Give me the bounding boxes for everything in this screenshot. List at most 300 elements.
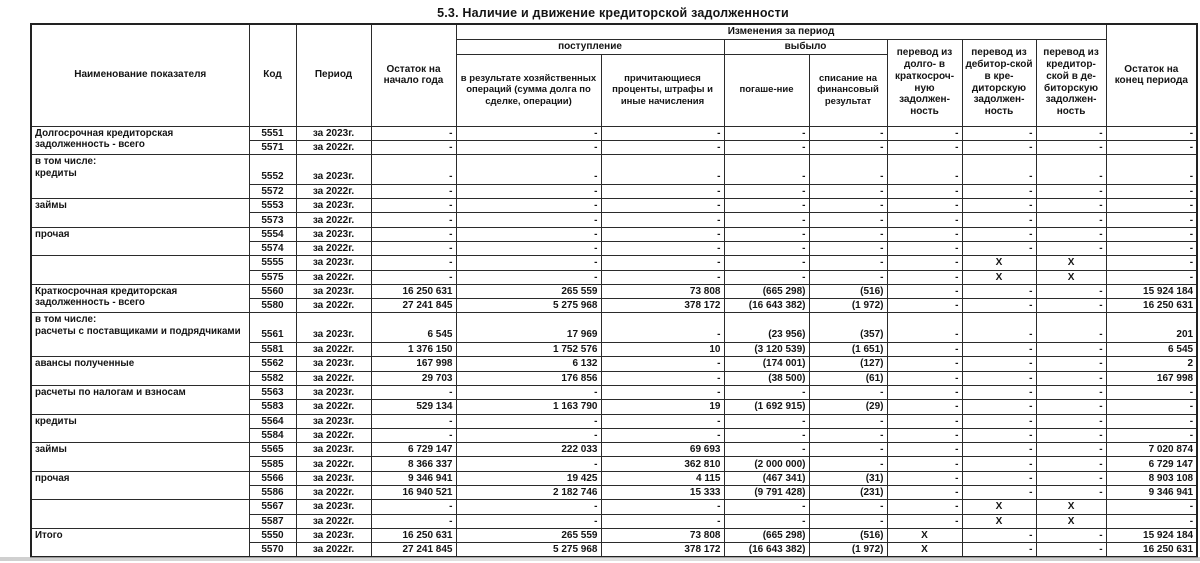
cell-transfer-long-short: - <box>887 199 962 213</box>
cell-transfer-receivable: - <box>962 213 1036 227</box>
cell-balance-end: - <box>1106 400 1197 414</box>
row-period: за 2023г. <box>296 471 371 485</box>
cell-balance-end: 9 346 941 <box>1106 486 1197 500</box>
cell-repayment: (16 643 382) <box>724 543 809 557</box>
cell-incoming-ops: - <box>456 241 601 255</box>
cell-incoming-interest: 362 810 <box>601 457 724 471</box>
row-name-text: Краткосрочная кредиторская задолженность - всего <box>35 285 178 309</box>
cell-transfer-long-short: - <box>887 256 962 270</box>
cell-repayment: - <box>724 270 809 284</box>
cell-incoming-interest: - <box>601 371 724 385</box>
cell-balance-end: - <box>1106 155 1197 185</box>
cell-balance-start: 27 241 845 <box>371 299 456 313</box>
cell-transfer-receivable: - <box>962 457 1036 471</box>
row-period: за 2022г. <box>296 457 371 471</box>
col-header-code: Код <box>249 24 296 126</box>
cell-transfer-long-short: - <box>887 414 962 428</box>
cell-incoming-ops: - <box>456 199 601 213</box>
row-code: 5553 <box>249 199 296 213</box>
table-row <box>31 199 1197 213</box>
cell-transfer-long-short: - <box>887 371 962 385</box>
cell-repayment: (665 298) <box>724 528 809 542</box>
row-name-text: прочая <box>35 228 70 240</box>
cell-balance-start: - <box>371 155 456 185</box>
col-header-incoming-ops: в результате хозяйственных операций (сумма долга по сделке, операции) <box>456 54 601 126</box>
row-code: 5564 <box>249 414 296 428</box>
cell-transfer-payable: - <box>1036 543 1106 557</box>
cell-balance-start: - <box>371 514 456 528</box>
row-period: за 2023г. <box>296 199 371 213</box>
cell-balance-start: 1 376 150 <box>371 343 456 357</box>
cell-writeoff: - <box>809 184 887 198</box>
cell-transfer-receivable: - <box>962 428 1036 442</box>
row-name-text: расчеты по налогам и взносам <box>35 386 186 398</box>
col-header-name: Наименование показателя <box>31 24 249 126</box>
cell-incoming-interest: - <box>601 140 724 154</box>
cell-incoming-ops: 5 275 968 <box>456 299 601 313</box>
row-period: за 2022г. <box>296 486 371 500</box>
row-name <box>31 443 249 472</box>
row-period: за 2023г. <box>296 528 371 542</box>
cell-transfer-payable: - <box>1036 414 1106 428</box>
cell-transfer-receivable: - <box>962 299 1036 313</box>
cell-incoming-interest: 4 115 <box>601 471 724 485</box>
cell-incoming-interest: - <box>601 500 724 514</box>
cell-transfer-long-short: - <box>887 457 962 471</box>
row-period: за 2023г. <box>296 256 371 270</box>
cell-transfer-receivable: - <box>962 471 1036 485</box>
cell-balance-end: - <box>1106 184 1197 198</box>
cell-repayment: (3 120 539) <box>724 343 809 357</box>
cell-repayment: - <box>724 155 809 185</box>
cell-repayment: - <box>724 126 809 140</box>
row-name-prefix: в том числе: <box>35 314 97 326</box>
cell-incoming-ops: - <box>456 385 601 399</box>
cell-transfer-receivable: - <box>962 443 1036 457</box>
cell-incoming-ops: 2 182 746 <box>456 486 601 500</box>
cell-balance-start: - <box>371 428 456 442</box>
table-row <box>31 313 1197 343</box>
cell-transfer-payable: - <box>1036 528 1106 542</box>
col-header-outgoing: выбыло <box>724 39 887 54</box>
row-code: 5570 <box>249 543 296 557</box>
row-period: за 2022г. <box>296 428 371 442</box>
cell-transfer-payable: - <box>1036 357 1106 371</box>
cell-transfer-long-short: - <box>887 184 962 198</box>
cell-balance-end: 201 <box>1106 313 1197 343</box>
cell-balance-start: 29 703 <box>371 371 456 385</box>
cell-transfer-long-short: - <box>887 357 962 371</box>
cell-writeoff: (1 651) <box>809 343 887 357</box>
cell-repayment: (16 643 382) <box>724 299 809 313</box>
cell-transfer-long-short: - <box>887 486 962 500</box>
table-row <box>31 126 1197 140</box>
cell-transfer-receivable: - <box>962 528 1036 542</box>
cell-incoming-ops: - <box>456 500 601 514</box>
cell-transfer-long-short: - <box>887 155 962 185</box>
row-period: за 2022г. <box>296 299 371 313</box>
cell-transfer-receivable: - <box>962 284 1036 298</box>
cell-repayment: (1 692 915) <box>724 400 809 414</box>
cell-incoming-ops: - <box>456 213 601 227</box>
cell-balance-start: - <box>371 270 456 284</box>
row-name-text: авансы полученные <box>35 358 135 370</box>
row-code: 5571 <box>249 140 296 154</box>
col-header-transfer-payable: перевод из кредитор-ской в де-биторскую задолжен-ность <box>1036 39 1106 126</box>
row-name <box>31 155 249 199</box>
cell-transfer-long-short: - <box>887 428 962 442</box>
row-period: за 2023г. <box>296 284 371 298</box>
cell-transfer-receivable: - <box>962 385 1036 399</box>
cell-transfer-payable: - <box>1036 471 1106 485</box>
cell-repayment: (2 000 000) <box>724 457 809 471</box>
cell-repayment: - <box>724 428 809 442</box>
row-name <box>31 357 249 386</box>
section-title: 5.3. Наличие и движение кредиторской задолженности <box>437 6 789 20</box>
cell-incoming-ops: 19 425 <box>456 471 601 485</box>
cell-incoming-ops: - <box>456 126 601 140</box>
cell-balance-end: - <box>1106 199 1197 213</box>
row-period: за 2022г. <box>296 400 371 414</box>
cell-balance-end: - <box>1106 140 1197 154</box>
cell-repayment: - <box>724 414 809 428</box>
cell-transfer-long-short: X <box>887 543 962 557</box>
cell-repayment: - <box>724 500 809 514</box>
cell-balance-end: - <box>1106 428 1197 442</box>
row-code: 5572 <box>249 184 296 198</box>
row-period: за 2023г. <box>296 357 371 371</box>
cell-transfer-payable: - <box>1036 343 1106 357</box>
cell-balance-end: - <box>1106 213 1197 227</box>
cell-incoming-interest: 378 172 <box>601 299 724 313</box>
cell-balance-end: - <box>1106 514 1197 528</box>
cell-writeoff: - <box>809 270 887 284</box>
cell-writeoff: - <box>809 155 887 185</box>
cell-incoming-interest: 378 172 <box>601 543 724 557</box>
cell-incoming-interest: - <box>601 213 724 227</box>
cell-transfer-long-short: - <box>887 400 962 414</box>
cell-transfer-receivable: - <box>962 184 1036 198</box>
cell-incoming-interest: - <box>601 155 724 185</box>
cell-incoming-interest: - <box>601 385 724 399</box>
cell-balance-start: - <box>371 256 456 270</box>
cell-transfer-receivable: - <box>962 313 1036 343</box>
cell-transfer-receivable: X <box>962 514 1036 528</box>
cell-repayment: - <box>724 227 809 241</box>
cell-balance-end: 7 020 874 <box>1106 443 1197 457</box>
cell-incoming-interest: - <box>601 199 724 213</box>
row-period: за 2022г. <box>296 270 371 284</box>
cell-balance-start: 16 940 521 <box>371 486 456 500</box>
cell-transfer-receivable: - <box>962 126 1036 140</box>
cell-incoming-ops: 5 275 968 <box>456 543 601 557</box>
cell-transfer-receivable: - <box>962 140 1036 154</box>
cell-transfer-receivable: - <box>962 486 1036 500</box>
cell-balance-start: 6 729 147 <box>371 443 456 457</box>
cell-repayment: - <box>724 514 809 528</box>
cell-incoming-ops: 6 132 <box>456 357 601 371</box>
row-period: за 2023г. <box>296 500 371 514</box>
table-row <box>31 284 1197 298</box>
cell-incoming-interest: - <box>601 514 724 528</box>
row-period: за 2022г. <box>296 140 371 154</box>
cell-transfer-long-short: - <box>887 270 962 284</box>
cell-transfer-payable: X <box>1036 514 1106 528</box>
table-row <box>31 227 1197 241</box>
cell-transfer-payable: - <box>1036 199 1106 213</box>
cell-transfer-receivable: - <box>962 343 1036 357</box>
cell-transfer-receivable: - <box>962 543 1036 557</box>
cell-transfer-receivable: X <box>962 500 1036 514</box>
cell-incoming-ops: - <box>456 140 601 154</box>
row-name <box>31 313 249 357</box>
cell-transfer-long-short: - <box>887 471 962 485</box>
col-header-incoming: поступление <box>456 39 724 54</box>
cell-transfer-payable: - <box>1036 155 1106 185</box>
cell-transfer-receivable: - <box>962 371 1036 385</box>
cell-writeoff: - <box>809 500 887 514</box>
col-header-writeoff: списание на финансовый результат <box>809 54 887 126</box>
cell-writeoff: (357) <box>809 313 887 343</box>
cell-repayment: (9 791 428) <box>724 486 809 500</box>
row-period: за 2022г. <box>296 343 371 357</box>
cell-incoming-ops: - <box>456 414 601 428</box>
cell-transfer-long-short: - <box>887 140 962 154</box>
cell-balance-end: - <box>1106 241 1197 255</box>
cell-transfer-long-short: - <box>887 313 962 343</box>
cell-transfer-long-short: - <box>887 500 962 514</box>
page-bottom-scan-shadow <box>0 557 1200 561</box>
cell-transfer-receivable: X <box>962 256 1036 270</box>
cell-balance-start: 6 545 <box>371 313 456 343</box>
cell-repayment: - <box>724 184 809 198</box>
cell-balance-end: 15 924 184 <box>1106 528 1197 542</box>
cell-writeoff: - <box>809 414 887 428</box>
row-code: 5580 <box>249 299 296 313</box>
cell-writeoff: - <box>809 457 887 471</box>
cell-incoming-ops: - <box>456 514 601 528</box>
cell-incoming-ops: 1 752 576 <box>456 343 601 357</box>
cell-balance-start: 9 346 941 <box>371 471 456 485</box>
cell-incoming-interest: - <box>601 357 724 371</box>
cell-balance-start: - <box>371 184 456 198</box>
cell-incoming-ops: - <box>456 256 601 270</box>
table-row <box>31 385 1197 399</box>
cell-writeoff: (516) <box>809 284 887 298</box>
cell-balance-start: - <box>371 414 456 428</box>
row-period: за 2023г. <box>296 126 371 140</box>
cell-transfer-payable: - <box>1036 385 1106 399</box>
cell-transfer-payable: - <box>1036 284 1106 298</box>
cell-transfer-long-short: X <box>887 528 962 542</box>
cell-writeoff: (29) <box>809 400 887 414</box>
cell-transfer-payable: X <box>1036 256 1106 270</box>
cell-incoming-ops: 1 163 790 <box>456 400 601 414</box>
row-code: 5581 <box>249 343 296 357</box>
row-name-text: займы <box>35 444 67 456</box>
row-name-text: Итого <box>35 529 63 541</box>
col-header-transfer-long-short: перевод из долго- в краткосроч-ную задолжен-ность <box>887 39 962 126</box>
cell-incoming-ops: - <box>456 270 601 284</box>
cell-incoming-ops: 222 033 <box>456 443 601 457</box>
cell-incoming-interest: 10 <box>601 343 724 357</box>
table-row <box>31 357 1197 371</box>
cell-balance-end: - <box>1106 227 1197 241</box>
cell-transfer-payable: - <box>1036 400 1106 414</box>
row-code: 5567 <box>249 500 296 514</box>
cell-balance-end: 16 250 631 <box>1106 543 1197 557</box>
cell-transfer-receivable: X <box>962 270 1036 284</box>
cell-incoming-interest: 73 808 <box>601 528 724 542</box>
cell-transfer-receivable: - <box>962 199 1036 213</box>
cell-incoming-interest: - <box>601 241 724 255</box>
cell-transfer-payable: - <box>1036 457 1106 471</box>
cell-balance-end: - <box>1106 256 1197 270</box>
cell-incoming-interest: - <box>601 256 724 270</box>
cell-balance-end: 16 250 631 <box>1106 299 1197 313</box>
col-header-changes: Изменения за период <box>456 24 1106 39</box>
row-code: 5586 <box>249 486 296 500</box>
row-period: за 2023г. <box>296 385 371 399</box>
row-period: за 2022г. <box>296 371 371 385</box>
cell-writeoff: (231) <box>809 486 887 500</box>
row-name <box>31 414 249 443</box>
cell-incoming-interest: 15 333 <box>601 486 724 500</box>
cell-balance-start: - <box>371 199 456 213</box>
cell-writeoff: - <box>809 126 887 140</box>
cell-incoming-ops: - <box>456 428 601 442</box>
table-row <box>31 500 1197 514</box>
cell-repayment: (467 341) <box>724 471 809 485</box>
cell-incoming-interest: - <box>601 184 724 198</box>
cell-writeoff: (516) <box>809 528 887 542</box>
cell-balance-start: 27 241 845 <box>371 543 456 557</box>
cell-writeoff: - <box>809 256 887 270</box>
row-name-text: займы <box>35 200 67 212</box>
cell-balance-start: 16 250 631 <box>371 528 456 542</box>
cell-balance-end: - <box>1106 126 1197 140</box>
row-name <box>31 199 249 228</box>
cell-incoming-interest: - <box>601 414 724 428</box>
row-code: 5584 <box>249 428 296 442</box>
cell-balance-end: - <box>1106 385 1197 399</box>
row-period: за 2023г. <box>296 443 371 457</box>
row-period: за 2022г. <box>296 543 371 557</box>
row-name-text: Долгосрочная кредиторская задолженность - всего <box>35 127 174 151</box>
cell-balance-start: - <box>371 213 456 227</box>
cell-incoming-interest: 69 693 <box>601 443 724 457</box>
cell-transfer-receivable: - <box>962 414 1036 428</box>
cell-balance-start: 16 250 631 <box>371 284 456 298</box>
cell-incoming-ops: 265 559 <box>456 284 601 298</box>
row-period: за 2022г. <box>296 184 371 198</box>
cell-transfer-payable: - <box>1036 213 1106 227</box>
cell-incoming-ops: - <box>456 227 601 241</box>
row-name-text: кредиты <box>35 167 77 179</box>
col-header-incoming-interest: причитающиеся проценты, штрафы и иные начисления <box>601 54 724 126</box>
cell-incoming-ops: - <box>456 184 601 198</box>
cell-transfer-payable: - <box>1036 126 1106 140</box>
row-code: 5573 <box>249 213 296 227</box>
cell-writeoff: (127) <box>809 357 887 371</box>
cell-writeoff: (31) <box>809 471 887 485</box>
row-code: 5561 <box>249 313 296 343</box>
cell-incoming-interest: - <box>601 227 724 241</box>
row-code: 5554 <box>249 227 296 241</box>
cell-writeoff: (61) <box>809 371 887 385</box>
cell-repayment: - <box>724 213 809 227</box>
row-period: за 2023г. <box>296 313 371 343</box>
cell-incoming-ops: 265 559 <box>456 528 601 542</box>
cell-repayment: - <box>724 443 809 457</box>
cell-transfer-long-short: - <box>887 284 962 298</box>
cell-repayment: - <box>724 199 809 213</box>
cell-balance-end: 8 903 108 <box>1106 471 1197 485</box>
row-period: за 2022г. <box>296 514 371 528</box>
cell-incoming-interest: - <box>601 313 724 343</box>
cell-incoming-interest: - <box>601 126 724 140</box>
payables-table <box>30 23 1198 558</box>
row-code: 5585 <box>249 457 296 471</box>
cell-balance-end: 167 998 <box>1106 371 1197 385</box>
cell-transfer-long-short: - <box>887 299 962 313</box>
cell-writeoff: - <box>809 213 887 227</box>
table-row <box>31 414 1197 428</box>
cell-writeoff: (1 972) <box>809 543 887 557</box>
cell-transfer-payable: - <box>1036 299 1106 313</box>
cell-balance-start: - <box>371 241 456 255</box>
row-code: 5551 <box>249 126 296 140</box>
table-row <box>31 528 1197 542</box>
cell-transfer-receivable: - <box>962 241 1036 255</box>
cell-balance-end: - <box>1106 500 1197 514</box>
cell-balance-start: - <box>371 227 456 241</box>
cell-incoming-interest: - <box>601 428 724 442</box>
row-code: 5575 <box>249 270 296 284</box>
table-row <box>31 471 1197 485</box>
cell-transfer-payable: - <box>1036 313 1106 343</box>
cell-writeoff: - <box>809 428 887 442</box>
cell-transfer-receivable: - <box>962 155 1036 185</box>
row-code: 5565 <box>249 443 296 457</box>
row-code: 5566 <box>249 471 296 485</box>
cell-balance-start: - <box>371 385 456 399</box>
row-period: за 2023г. <box>296 227 371 241</box>
cell-incoming-ops: - <box>456 155 601 185</box>
cell-transfer-payable: - <box>1036 371 1106 385</box>
cell-balance-start: 529 134 <box>371 400 456 414</box>
cell-repayment: - <box>724 241 809 255</box>
cell-balance-end: - <box>1106 270 1197 284</box>
row-code: 5562 <box>249 357 296 371</box>
cell-transfer-receivable: - <box>962 357 1036 371</box>
cell-transfer-payable: X <box>1036 500 1106 514</box>
cell-transfer-payable: - <box>1036 184 1106 198</box>
row-code: 5574 <box>249 241 296 255</box>
cell-transfer-long-short: - <box>887 213 962 227</box>
cell-repayment: (38 500) <box>724 371 809 385</box>
cell-repayment: (23 956) <box>724 313 809 343</box>
cell-writeoff: - <box>809 443 887 457</box>
row-code: 5552 <box>249 155 296 185</box>
row-name-text: расчеты с поставщиками и подрядчиками <box>35 326 241 337</box>
row-code: 5560 <box>249 284 296 298</box>
row-code: 5555 <box>249 256 296 270</box>
row-code: 5583 <box>249 400 296 414</box>
cell-writeoff: - <box>809 385 887 399</box>
cell-transfer-payable: - <box>1036 443 1106 457</box>
cell-balance-start: - <box>371 140 456 154</box>
